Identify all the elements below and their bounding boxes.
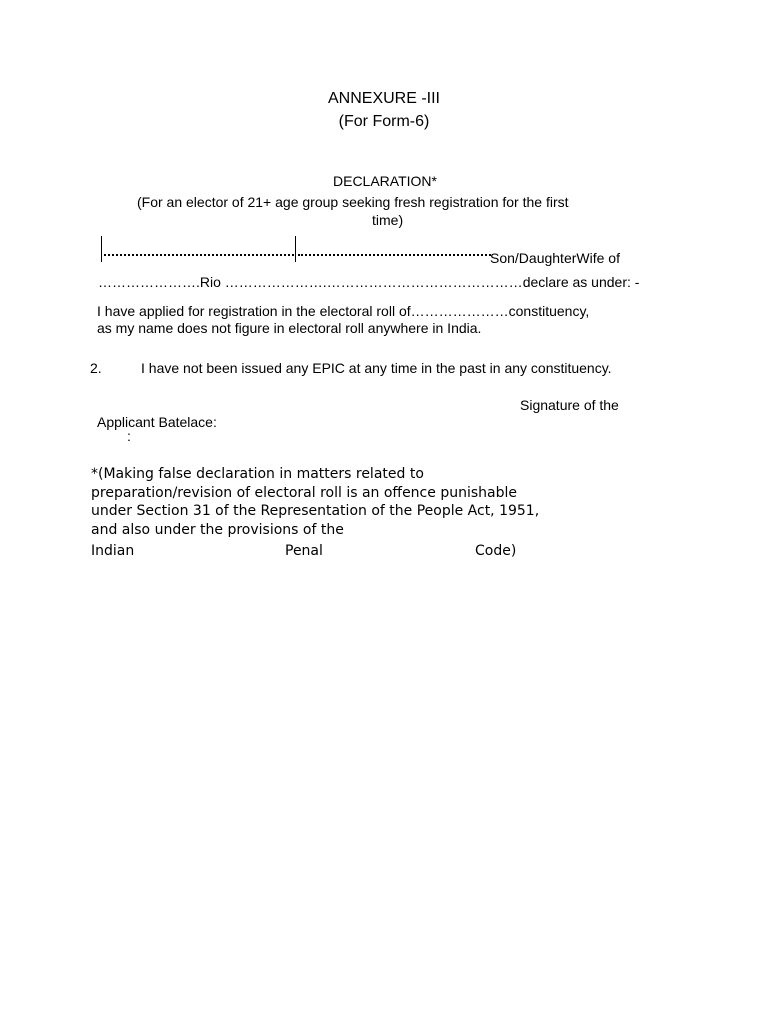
address-blank-1: …………………. [98, 274, 200, 290]
address-line [98, 274, 639, 290]
footnote-word-code: Code) [475, 543, 517, 559]
footnote-line1: *(Making false declaration in matters related to [91, 466, 424, 482]
declaration-subheading-line2: time) [372, 212, 404, 228]
footnote-line3: under Section 31 of the Representation of the People Act, 1951, [91, 503, 540, 519]
constituency-blank: ………………… [410, 303, 509, 319]
footnote-line4: and also under the provisions of the [91, 522, 344, 538]
name-fill-row [98, 236, 638, 266]
para1-line1 [97, 303, 589, 319]
footnote-word-penal: Penal [285, 543, 323, 559]
signature-label: Signature of the [520, 397, 619, 413]
annexure-title: ANNEXURE -III [327, 90, 440, 107]
rio-label: Rio [199, 274, 221, 290]
applicant-label: Applicant Batelace: [97, 414, 217, 430]
item2-text: I have not been issued any EPIC at any time in the past in any constituency. [141, 360, 612, 376]
bar-mark [295, 236, 296, 262]
para1-line2: as my name does not figure in electoral roll anywhere in India. [97, 320, 482, 336]
constituency-label: constituency, [508, 303, 590, 319]
declaration-subheading-line1: (For an elector of 21+ age group seeking fresh registration for the first [137, 194, 569, 210]
applicant-colon: : [127, 428, 131, 444]
declare-label: declare as under: - [522, 274, 640, 290]
footnote-word-indian: Indian [91, 543, 135, 559]
parent-name-blank [298, 254, 491, 256]
item2-number: 2. [90, 360, 102, 376]
annexure-subtitle: (For Form-6) [338, 113, 430, 130]
para1-text: I have applied for registration in the electoral roll of [97, 303, 411, 319]
bar-mark [101, 236, 102, 262]
name-blank [104, 254, 294, 256]
address-blank-2: ………………….…………………………………… [224, 274, 523, 290]
relation-label: Son/DaughterWife of [490, 250, 620, 266]
declaration-heading: DECLARATION* [333, 173, 437, 189]
footnote-line2: preparation/revision of electoral roll is an offence punishable [91, 485, 517, 501]
